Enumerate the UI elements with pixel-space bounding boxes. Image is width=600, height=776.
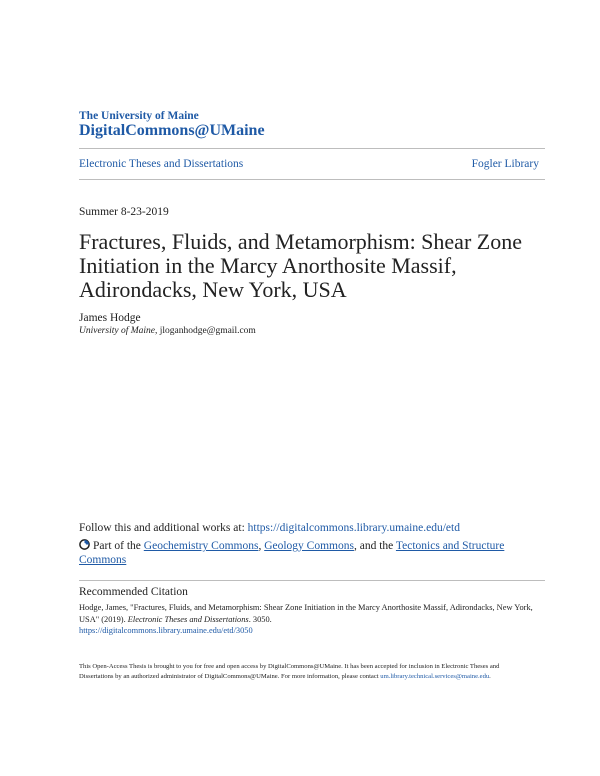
access-notice-text: This Open-Access Thesis is brought to you for free and open access by DigitalCommons@UMaine. It has been accepted for inclusion in Electronic Theses and Dissertations by an authorized administrator of DigitalCommons@UMaine. For more information, please contact [79, 663, 500, 680]
author-name: James Hodge [79, 312, 141, 324]
follow-text: Follow this and additional works at: [79, 522, 248, 534]
part-of-prefix: Part of the [93, 540, 144, 552]
citation-series: Electronic Theses and Dissertations [127, 614, 249, 624]
part-of-line [79, 539, 529, 567]
affiliation-name: University of Maine [79, 326, 155, 336]
follow-url-link[interactable]: https://digitalcommons.library.umaine.edu/etd [247, 522, 460, 534]
collection-link[interactable]: Electronic Theses and Dissertations [79, 158, 244, 170]
citation-text [79, 602, 534, 637]
part-of-sep2: , and the [353, 540, 396, 552]
citation-body: Hodge, James, "Fractures, Fluids, and Metamorphism: Shear Zone Initiation in the Marcy Anorthosite Massif, Adirondacks, New York, USA" (2019). [79, 603, 533, 624]
geology-commons-link[interactable]: Geology Commons [264, 540, 354, 552]
tectonics-structure-commons-link[interactable]: Tectonics and Structure Commons [79, 540, 505, 566]
citation-url-link[interactable]: https://digitalcommons.library.umaine.edu/etd/3050 [79, 626, 253, 635]
part-of-sep1: , [258, 540, 265, 552]
citation-number: . 3050. [248, 614, 272, 624]
publication-date: Summer 8-23-2019 [79, 206, 169, 218]
citation-divider [79, 580, 545, 581]
contact-email-link[interactable]: um.library.technical.services@maine.edu [380, 673, 490, 680]
header-divider-bottom [79, 179, 545, 180]
institution-name: The University of Maine [79, 110, 199, 122]
follow-line [79, 522, 549, 534]
bepress-commons-icon [79, 539, 90, 550]
repository-name[interactable]: DigitalCommons@UMaine [79, 122, 265, 139]
author-affiliation: University of Maine, jloganhodge@gmail.com [79, 326, 256, 336]
access-notice [79, 662, 519, 682]
document-title: Fractures, Fluids, and Metamorphism: Shear Zone Initiation in the Marcy Anorthosite Massif, Adirondacks, New York, USA [79, 229, 522, 302]
author-email: jloganhodge@gmail.com [159, 326, 256, 336]
library-link[interactable]: Fogler Library [471, 158, 539, 170]
geochemistry-commons-link[interactable]: Geochemistry Commons [143, 540, 259, 552]
citation-heading: Recommended Citation [79, 586, 188, 598]
header-divider-top [79, 148, 545, 149]
access-notice-end: . [489, 673, 491, 680]
